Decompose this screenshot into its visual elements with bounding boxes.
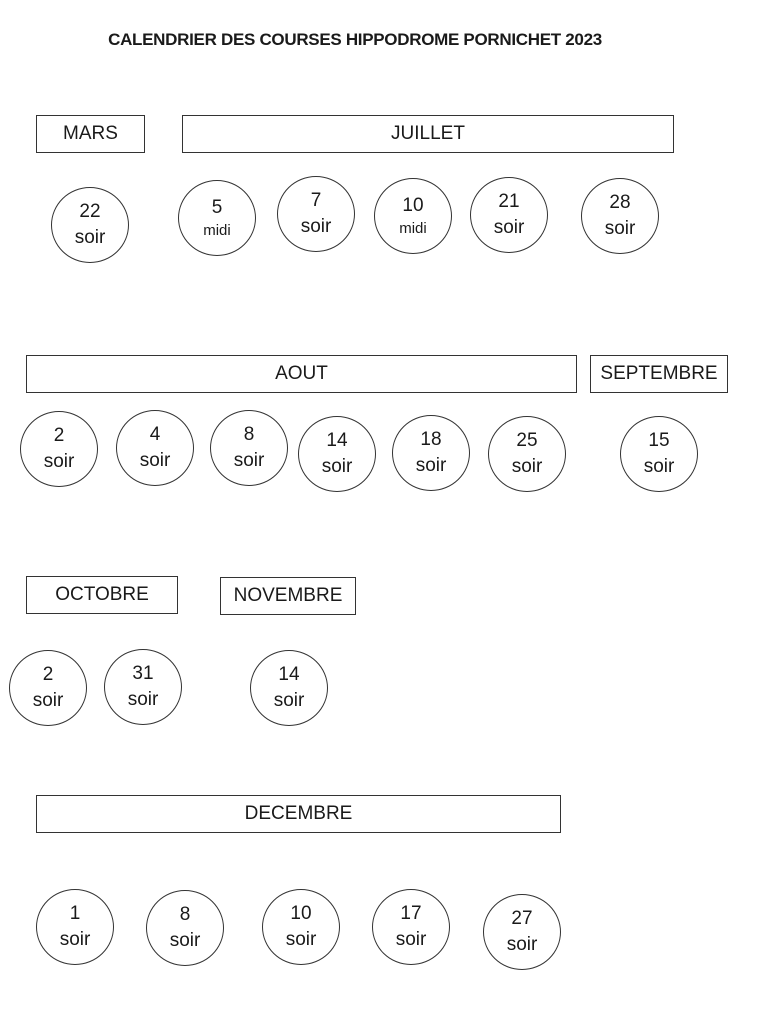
race-day-number: 2 [53,425,65,447]
race-day [116,410,194,486]
race-time: soir [604,218,636,239]
race-day [581,178,659,254]
race-time: soir [273,690,305,711]
race-time: soir [74,227,106,248]
race-time: soir [643,456,675,477]
race-day [146,890,224,966]
race-day [36,889,114,965]
race-day [483,894,561,970]
race-day-number: 2 [42,664,54,686]
race-day-number: 21 [498,191,520,213]
race-time: soir [321,456,353,477]
race-day [210,410,288,486]
race-time: soir [415,455,447,476]
race-time: soir [285,929,317,950]
race-day [470,177,548,253]
race-day-number: 18 [420,429,442,451]
race-day [9,650,87,726]
race-day [104,649,182,725]
race-time: soir [300,216,332,237]
month-header-decembre: DECEMBRE [36,795,561,833]
race-day-number: 28 [609,192,631,214]
race-time: soir [139,450,171,471]
race-day-number: 31 [132,663,154,685]
race-day [620,416,698,492]
race-time: soir [59,929,91,950]
race-day-number: 8 [179,904,191,926]
month-header-septembre: SEPTEMBRE [590,355,728,393]
race-day-number: 4 [149,424,161,446]
race-day [374,178,452,254]
race-day [178,180,256,256]
month-header-juillet: JUILLET [182,115,674,153]
race-time: soir [127,689,159,710]
race-day-number: 5 [211,197,223,219]
race-day [20,411,98,487]
race-day [262,889,340,965]
race-day-number: 15 [648,430,670,452]
race-day-number: 7 [310,190,322,212]
race-day-number: 14 [326,430,348,452]
race-day [392,415,470,491]
race-time: soir [43,451,75,472]
race-day-number: 25 [516,430,538,452]
race-time: midi [203,221,231,239]
race-time: soir [506,934,538,955]
race-day-number: 22 [79,201,101,223]
race-day-number: 10 [290,903,312,925]
race-time: soir [395,929,427,950]
race-day-number: 27 [511,908,533,930]
race-day [51,187,129,263]
month-header-novembre: NOVEMBRE [220,577,356,615]
race-day [250,650,328,726]
race-day-number: 14 [278,664,300,686]
race-day-number: 8 [243,424,255,446]
race-day-number: 17 [400,903,422,925]
race-day-number: 10 [402,195,424,217]
page-title: CALENDRIER DES COURSES HIPPODROME PORNICHET 2023 [108,30,602,49]
race-time: midi [399,219,427,237]
race-time: soir [233,450,265,471]
race-day [277,176,355,252]
month-header-aout: AOUT [26,355,577,393]
race-day [488,416,566,492]
month-header-octobre: OCTOBRE [26,576,178,614]
race-time: soir [493,217,525,238]
race-time: soir [169,930,201,951]
month-header-mars: MARS [36,115,145,153]
race-day [298,416,376,492]
race-time: soir [511,456,543,477]
race-time: soir [32,690,64,711]
race-day [372,889,450,965]
race-day-number: 1 [69,903,81,925]
